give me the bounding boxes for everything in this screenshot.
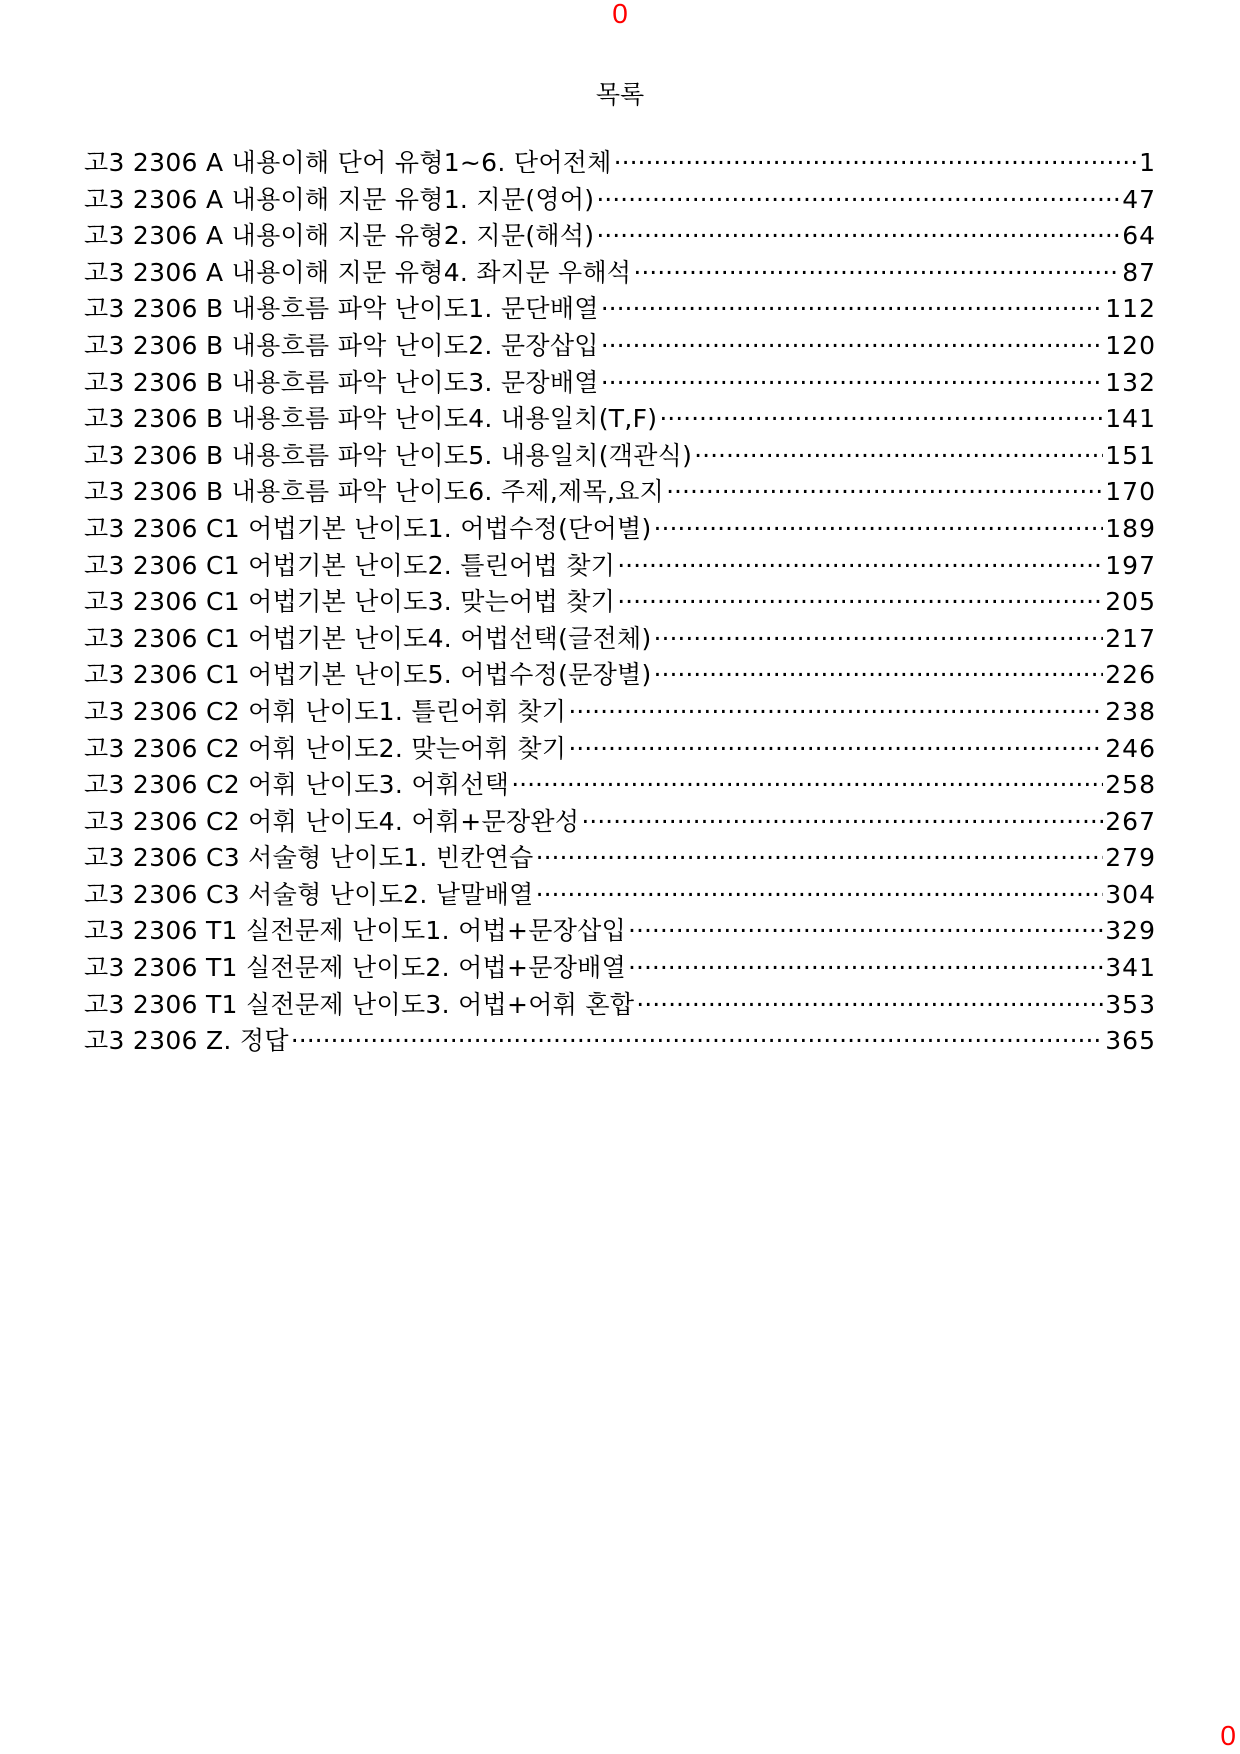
- page-title: 목록: [595, 80, 645, 109]
- toc-entry[interactable]: [84, 840, 1156, 877]
- toc-entry[interactable]: [84, 913, 1156, 950]
- toc-entry[interactable]: [84, 438, 1156, 475]
- toc-entry-page: 112: [1105, 294, 1156, 324]
- toc-entry[interactable]: [84, 328, 1156, 365]
- toc-dot-leader: [694, 438, 1103, 475]
- toc-entry-label: 고3 2306 A 내용이해 지문 유형1. 지문(영어): [84, 184, 595, 214]
- toc-entry[interactable]: [84, 1023, 1156, 1060]
- toc-entry-page: 217: [1105, 623, 1156, 653]
- toc-entry-label: 고3 2306 Z. 정답: [84, 1026, 289, 1056]
- toc-dot-leader: [654, 621, 1104, 658]
- toc-dot-leader: [636, 987, 1103, 1024]
- toc-entry[interactable]: [84, 365, 1156, 402]
- toc-entry-page: 205: [1105, 587, 1156, 617]
- toc-entry-label: 고3 2306 B 내용흐름 파악 난이도3. 문장배열: [84, 367, 599, 397]
- toc-entry-label: 고3 2306 C2 어휘 난이도2. 맞는어휘 찾기: [84, 733, 567, 763]
- toc-entry[interactable]: [84, 950, 1156, 987]
- toc-dot-leader: [568, 694, 1103, 731]
- toc-entry-page: 132: [1105, 367, 1156, 397]
- toc-entry[interactable]: [84, 584, 1156, 621]
- toc-entry-label: 고3 2306 T1 실전문제 난이도3. 어법+어휘 혼합: [84, 989, 635, 1019]
- toc-dot-leader: [659, 401, 1103, 438]
- toc-entry[interactable]: [84, 182, 1156, 219]
- toc-entry-label: 고3 2306 C1 어법기본 난이도1. 어법수정(단어별): [84, 513, 652, 543]
- toc-entry-page: 238: [1105, 696, 1156, 726]
- toc-dot-leader: [568, 731, 1103, 768]
- toc-entry-page: 267: [1105, 806, 1156, 836]
- toc-dot-leader: [654, 657, 1104, 694]
- toc-entry[interactable]: [84, 255, 1156, 292]
- toc-entry-page: 120: [1105, 330, 1156, 360]
- toc-entry[interactable]: [84, 694, 1156, 731]
- toc-entry-label: 고3 2306 B 내용흐름 파악 난이도5. 내용일치(객관식): [84, 440, 693, 470]
- toc-entry[interactable]: [84, 657, 1156, 694]
- toc-entry-page: 197: [1105, 550, 1156, 580]
- toc-entry-label: 고3 2306 B 내용흐름 파악 난이도4. 내용일치(T,F): [84, 404, 658, 434]
- toc-dot-leader: [601, 328, 1104, 365]
- toc-dot-leader: [596, 182, 1120, 219]
- toc-entry-label: 고3 2306 B 내용흐름 파악 난이도6. 주제,제목,요지: [84, 477, 665, 507]
- toc-entry-page: 279: [1105, 843, 1156, 873]
- toc-entry-page: 170: [1105, 477, 1156, 507]
- toc-entry-label: 고3 2306 T1 실전문제 난이도2. 어법+문장배열: [84, 953, 627, 983]
- toc-entry-label: 고3 2306 C2 어휘 난이도3. 어휘선택: [84, 770, 510, 800]
- page-number-bottom: 0: [1220, 1720, 1236, 1751]
- toc-entry[interactable]: [84, 621, 1156, 658]
- toc-entry-label: 고3 2306 C3 서술형 난이도1. 빈칸연습: [84, 843, 534, 873]
- toc-entry-label: 고3 2306 C1 어법기본 난이도4. 어법선택(글전체): [84, 623, 652, 653]
- toc-entry-label: 고3 2306 C3 서술형 난이도2. 낱말배열: [84, 879, 534, 909]
- toc-entry-label: 고3 2306 T1 실전문제 난이도1. 어법+문장삽입: [84, 916, 627, 946]
- toc-dot-leader: [601, 365, 1104, 402]
- toc-entry-label: 고3 2306 C1 어법기본 난이도5. 어법수정(문장별): [84, 660, 652, 690]
- toc-entry-label: 고3 2306 C1 어법기본 난이도2. 틀린어법 찾기: [84, 550, 616, 580]
- toc-entry-page: 151: [1105, 440, 1156, 470]
- toc-dot-leader: [654, 511, 1104, 548]
- toc-entry[interactable]: [84, 767, 1156, 804]
- page-number-top: 0: [612, 0, 628, 29]
- toc-entry[interactable]: [84, 291, 1156, 328]
- toc-entry-page: 189: [1105, 513, 1156, 543]
- toc-dot-leader: [666, 474, 1103, 511]
- toc-entry-page: 1: [1139, 148, 1156, 177]
- toc-entry[interactable]: [84, 804, 1156, 841]
- toc-dot-leader: [596, 218, 1120, 255]
- toc-dot-leader: [511, 767, 1103, 804]
- toc-entry[interactable]: [84, 145, 1156, 182]
- toc-dot-leader: [536, 840, 1104, 877]
- toc-dot-leader: [617, 548, 1103, 585]
- toc-entry-label: 고3 2306 A 내용이해 지문 유형2. 지문(해석): [84, 221, 595, 251]
- toc-entry-page: 365: [1105, 1026, 1156, 1056]
- toc-entry-label: 고3 2306 A 내용이해 단어 유형1~6. 단어전체: [84, 148, 612, 177]
- toc-entry[interactable]: [84, 218, 1156, 255]
- toc-entry[interactable]: [84, 548, 1156, 585]
- toc-entry-label: 고3 2306 C1 어법기본 난이도3. 맞는어법 찾기: [84, 587, 616, 617]
- toc-entry-page: 258: [1105, 770, 1156, 800]
- toc-entry-label: 고3 2306 C2 어휘 난이도1. 틀린어휘 찾기: [84, 696, 567, 726]
- toc-dot-leader: [628, 950, 1103, 987]
- toc-entry[interactable]: [84, 511, 1156, 548]
- toc-entry-label: 고3 2306 A 내용이해 지문 유형4. 좌지문 우해석: [84, 257, 632, 287]
- toc-entry-page: 246: [1105, 733, 1156, 763]
- toc-entry-page: 226: [1105, 660, 1156, 690]
- toc-entry[interactable]: [84, 401, 1156, 438]
- toc-entry-label: 고3 2306 C2 어휘 난이도4. 어휘+문장완성: [84, 806, 580, 836]
- toc-dot-leader: [581, 804, 1103, 841]
- toc-entry-page: 141: [1105, 404, 1156, 434]
- toc-entry[interactable]: [84, 877, 1156, 914]
- toc-dot-leader: [617, 584, 1103, 621]
- table-of-contents: [84, 145, 1156, 1060]
- toc-dot-leader: [633, 255, 1120, 292]
- toc-dot-leader: [614, 145, 1137, 182]
- toc-entry-page: 341: [1105, 953, 1156, 983]
- toc-dot-leader: [291, 1023, 1103, 1060]
- toc-entry[interactable]: [84, 987, 1156, 1024]
- toc-dot-leader: [628, 913, 1103, 950]
- toc-entry-page: 47: [1122, 184, 1156, 214]
- toc-entry-page: 353: [1105, 989, 1156, 1019]
- toc-dot-leader: [536, 877, 1104, 914]
- toc-entry-page: 64: [1122, 221, 1156, 251]
- toc-entry-page: 87: [1122, 257, 1156, 287]
- toc-entry-page: 329: [1105, 916, 1156, 946]
- toc-dot-leader: [601, 291, 1104, 328]
- toc-entry[interactable]: [84, 731, 1156, 768]
- toc-entry-page: 304: [1105, 879, 1156, 909]
- toc-entry[interactable]: [84, 474, 1156, 511]
- toc-entry-label: 고3 2306 B 내용흐름 파악 난이도2. 문장삽입: [84, 330, 599, 360]
- toc-entry-label: 고3 2306 B 내용흐름 파악 난이도1. 문단배열: [84, 294, 599, 324]
